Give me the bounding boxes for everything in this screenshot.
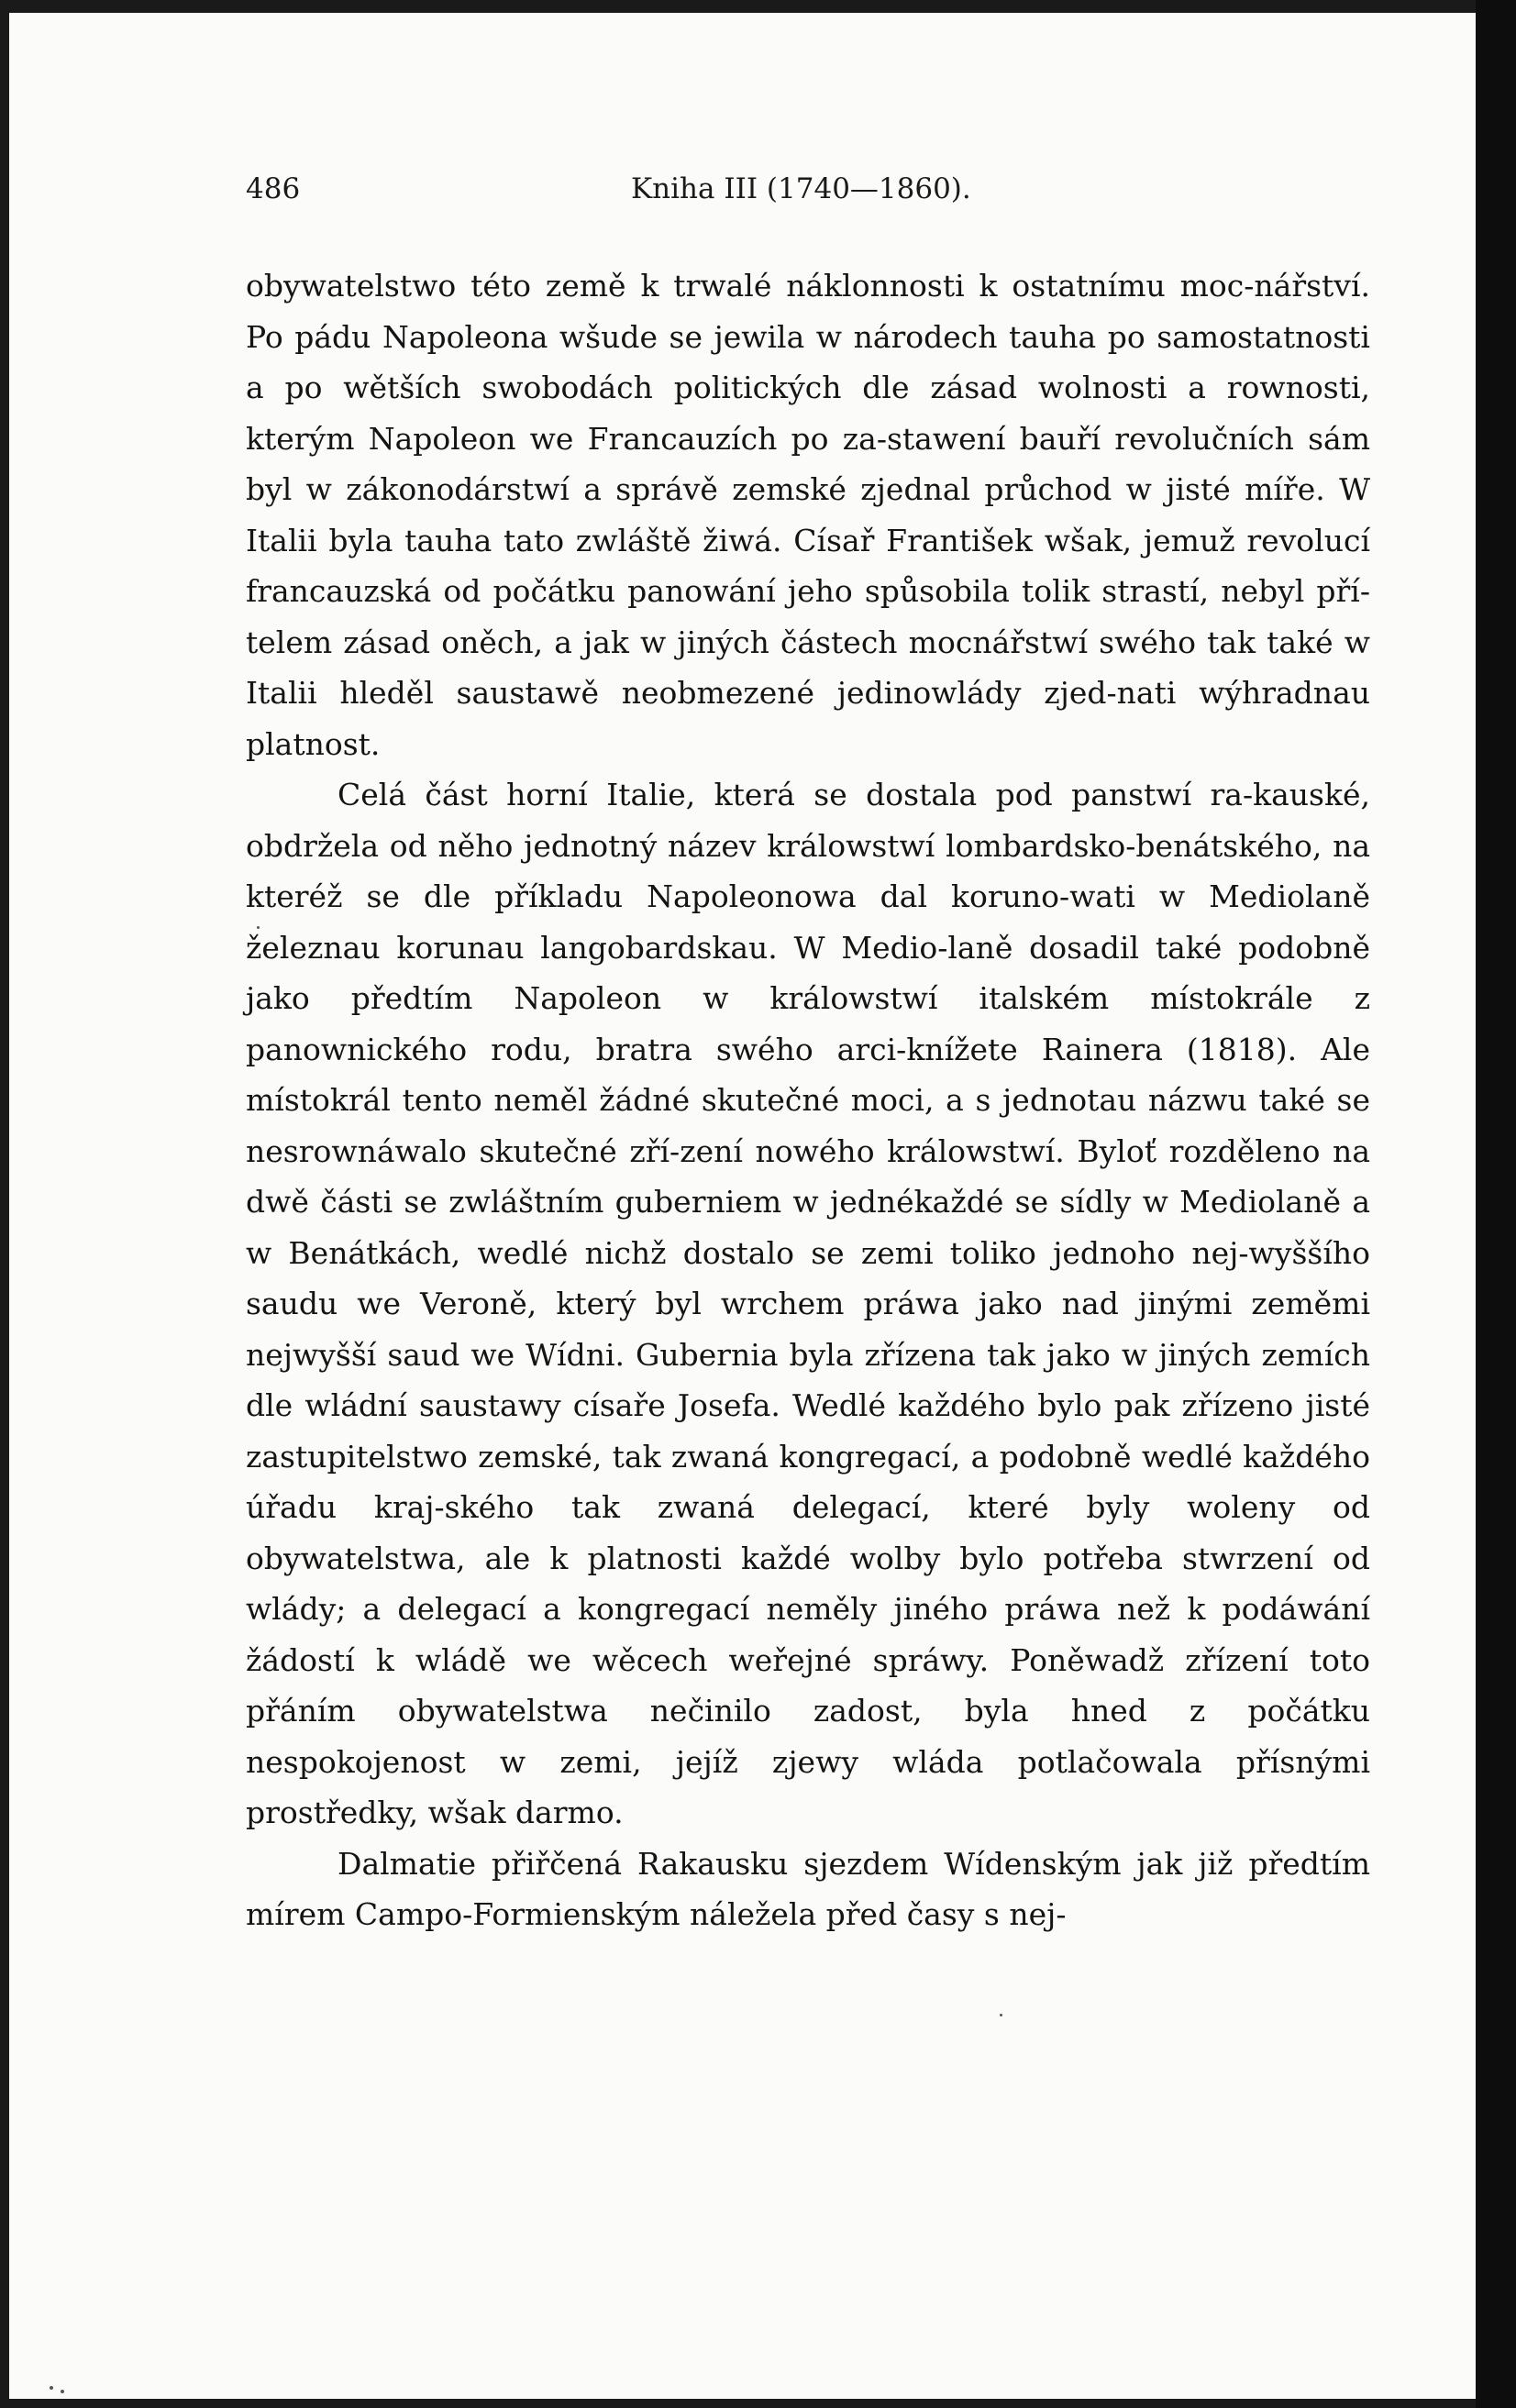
scan-border-top (0, 0, 1516, 13)
scan-speck (61, 2390, 64, 2393)
scan-border-bottom (0, 2399, 1516, 2408)
page-header (246, 172, 989, 222)
page-number: 486 (246, 172, 301, 205)
scan-border-left (0, 0, 9, 2408)
running-title: Kniha III (1740—1860). (631, 172, 971, 205)
paragraph-2: Celá část horní Italie, která se dostala pod panstwí ra-kauské, obdržela od něho jednotný název králowstwí lombardsko-benátského, na kteréž se dle příkladu Napoleonowa dal koruno-wati w Mediolaně železnau korunau langobardskau. W Medio-laně dosadil také podobně jako předtím Napoleon w králowstwí italském místokrále z panownického rodu, bratra swého arci-knížete Rainera (1818). Ale místokrál tento neměl žádné skutečné moci, a s jednotau názwu také se nesrownáwalo skutečné zří-zení nowého králowstwí. Byloť rozděleno na dwě části se zwláštním guberniem w jednékaždé se sídly w Mediolaně a w Benátkách, wedlé nichž dostalo se zemi toliko jednoho nej-wyššího saudu we Veroně, který byl wrchem práwa jako nad jinými zeměmi nejwyšší saud we Wídni. Gubernia byla zřízena tak jako w jiných zemích dle wládní saustawy císaře Josefa. Wedlé každého bylo pak zřízeno jisté zastupitelstwo zemské, tak zwaná kongregací, a podobně wedlé každého úřadu kraj-ského tak zwaná delegací, které byly woleny od obywatelstwa, ale k platnosti každé wolby bylo potřeba stwrzení od wlády; a delegací a kongregací neměly jiného práwa než k podáwání žádostí k wládě we wěcech weřejné spráwy. Poněwadž zřízení toto přáním obywatelstwa nečinilo zadost, byla hned z počátku nespokojenost w zemi, jejíž zjewy wláda potlačowala přísnými prostředky, wšak darmo. (246, 777, 1370, 1830)
paragraph-1: obywatelstwo této země k trwalé náklonnosti k ostatnímu moc-nářství. Po pádu Napoleona wšude se jewila w národech tauha po samostatnosti a po wětších swobodách politických dle zásad wolnosti a rownosti, kterým Napoleon we Francauzích po za-stawení bauří revolučních sám byl w zákonodárstwí a správě zemské zjednal průchod w jisté míře. W Italii byla tauha tato zwláště žiwá. Císař František wšak, jemuž revolucí francauzská od počátku panowání jeho spůsobila tolik strastí, nebyl pří-telem zásad oněch, a jak w jiných částech mocnářstwí swého tak také w Italii hleděl saustawě neobmezené jedinowlády zjed-nati wýhradnau platnost. (246, 268, 1370, 762)
scan-speck (50, 2386, 53, 2390)
scan-speck (1000, 2014, 1002, 2016)
scan-border-right (1476, 0, 1516, 2408)
body-text (246, 260, 1370, 1940)
paragraph-3: Dalmatie přiřčená Rakausku sjezdem Wídenským jak již předtím mírem Campo-Formienským náležela před časy s nej- (246, 1845, 1370, 1932)
scan-speck (257, 926, 260, 929)
